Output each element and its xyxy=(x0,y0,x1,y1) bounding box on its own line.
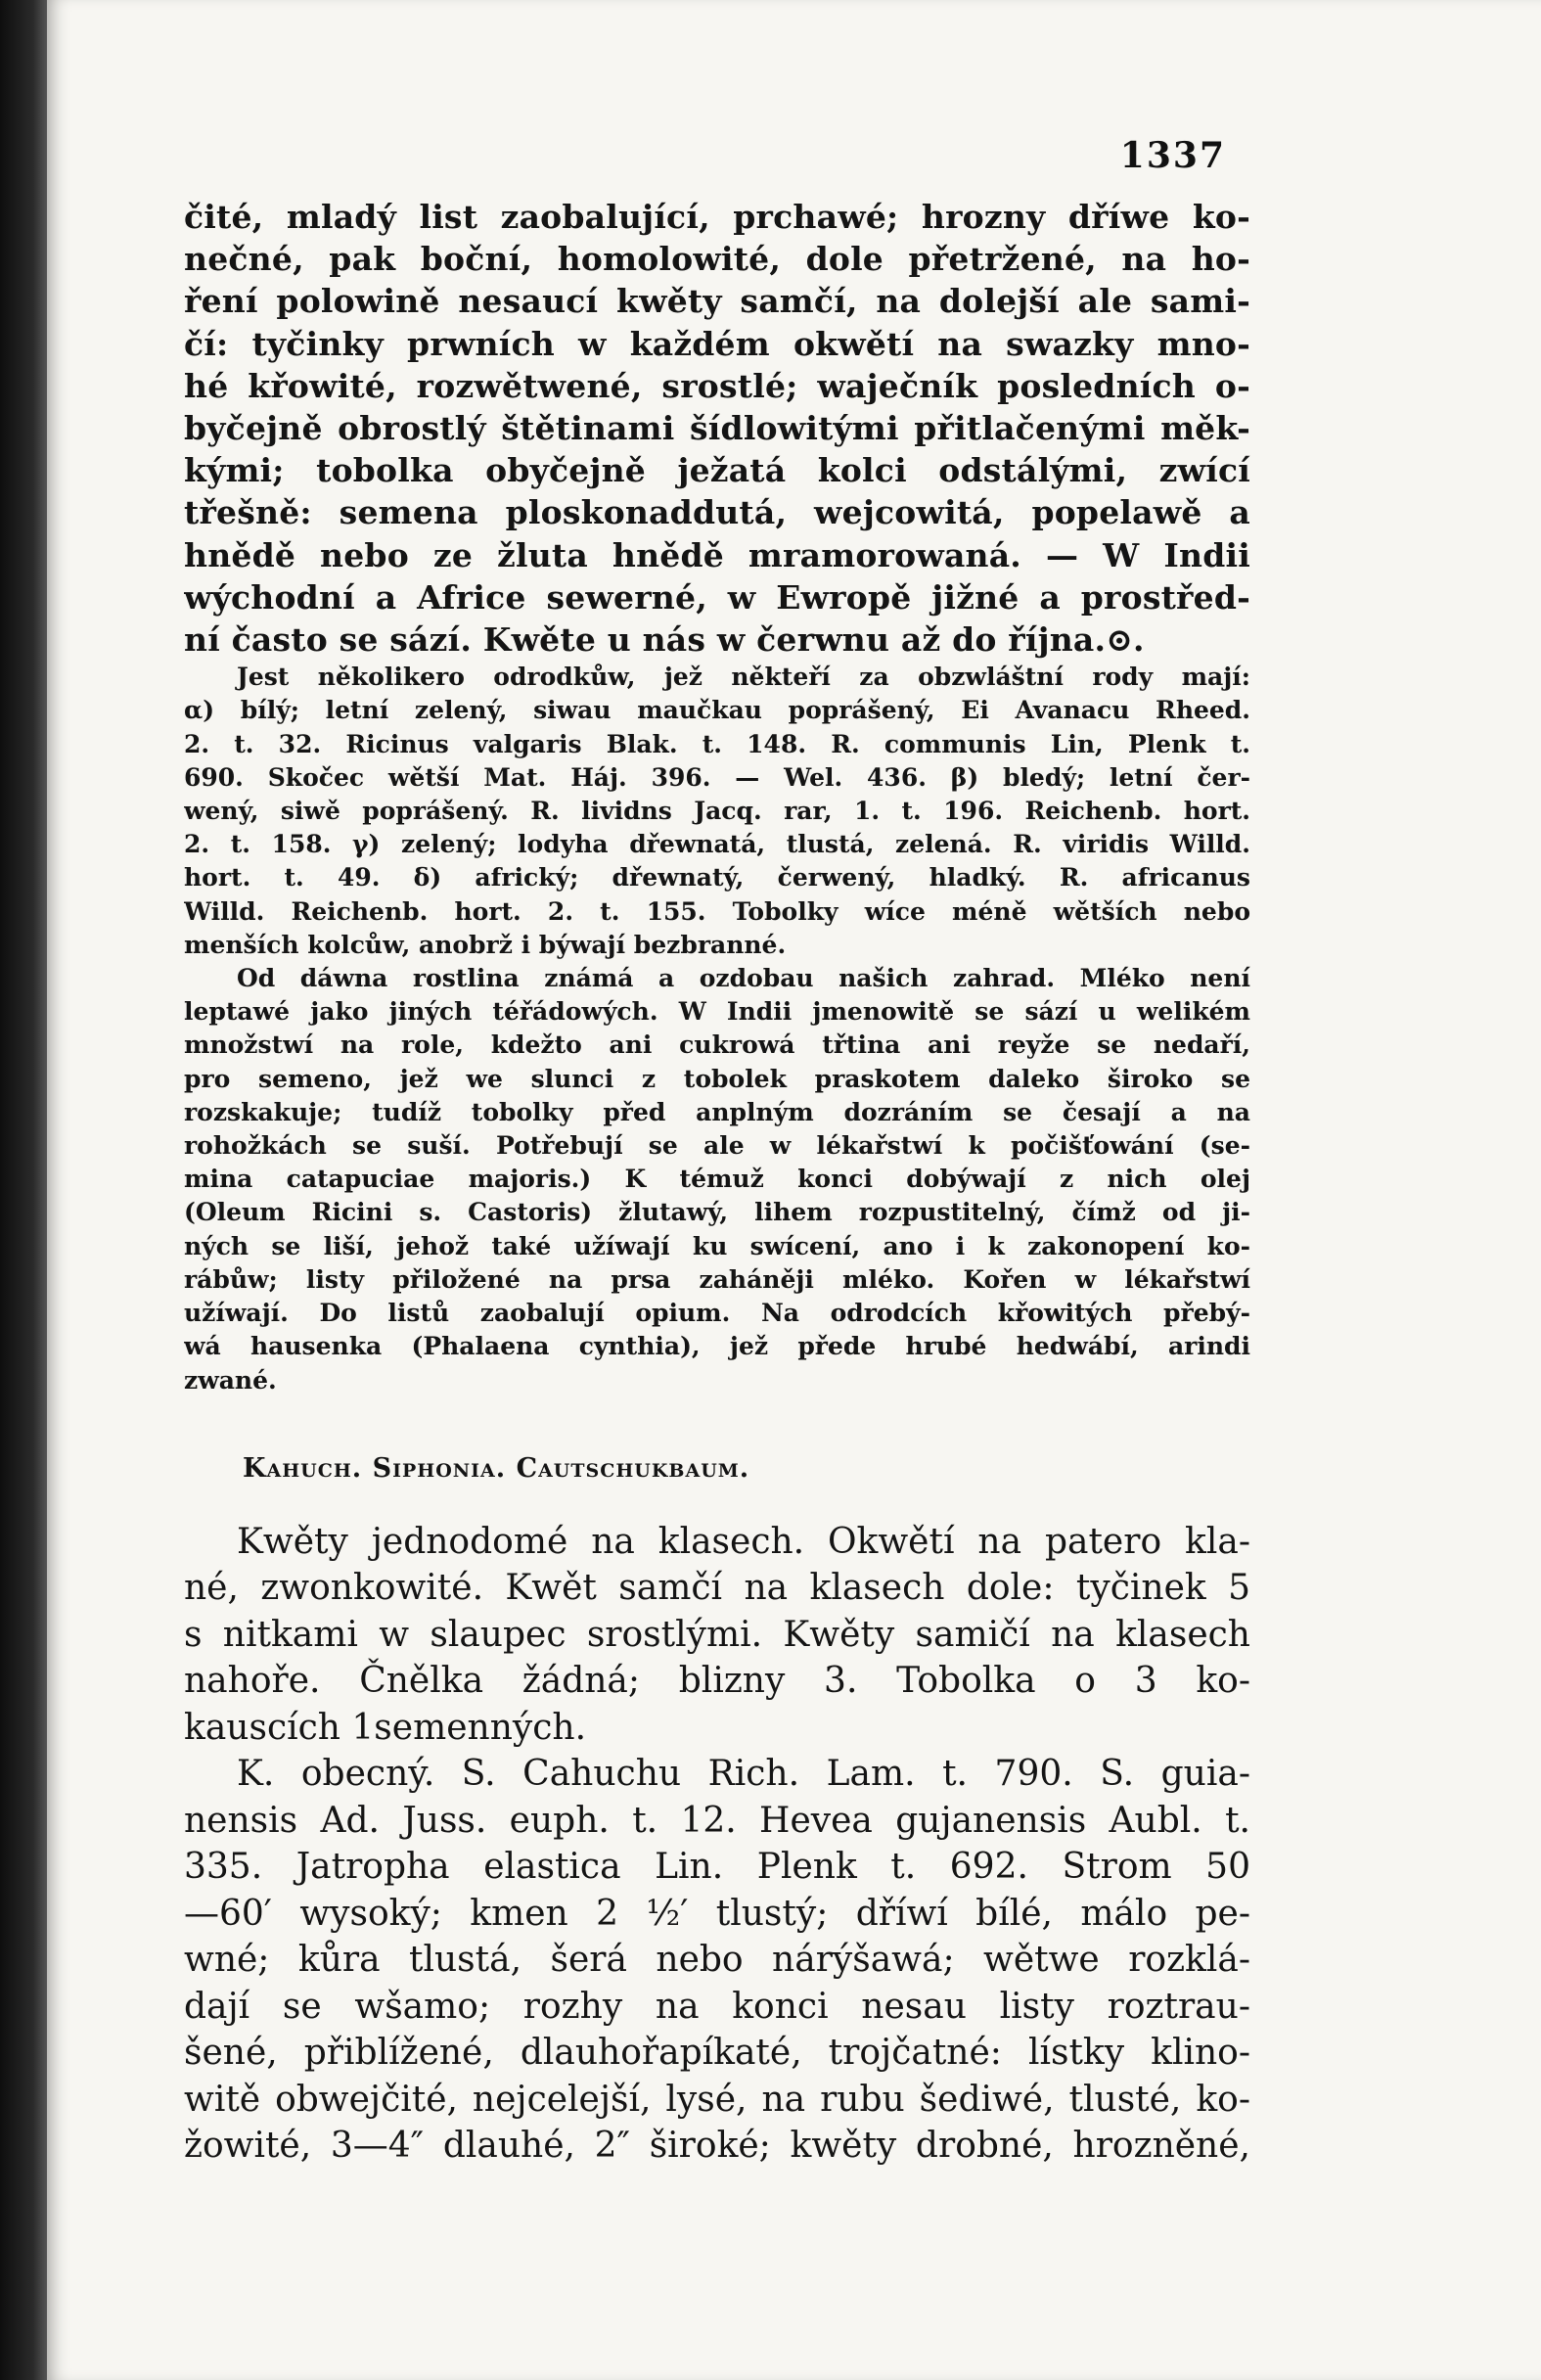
text-line: hnědě nebo ze žluta hnědě mramorowaná. — W Indii xyxy=(184,535,1250,574)
text-line: žowité, 3—4″ dlauhé, 2″ široké; kwěty drobné, hrozněné, xyxy=(184,2126,1250,2167)
text-line: ní často se sází. Kwěte u nás w čerwnu až do října.⊙. xyxy=(184,620,1145,660)
text-line: čité, mladý list zaobalující, prchawé; hrozny dříwe ko- xyxy=(184,198,1250,236)
text-line: Od dáwna rostlina známá a ozdobau našich zahrad. Mléko není xyxy=(237,964,1250,993)
text-line: Willd. Reichenb. hort. 2. t. 155. Tobolky wíce méně wětších nebo xyxy=(184,896,1250,926)
book-gutter xyxy=(0,0,47,2380)
paragraph-3 xyxy=(184,962,1250,1397)
text-line: 335. Jatropha elastica Lin. Plenk t. 692. Strom 50 xyxy=(184,1847,1250,1888)
text-line: pro semeno, jež we slunci z tobolek praskotem daleko široko se xyxy=(184,1064,1250,1093)
page-number: 1337 xyxy=(1119,135,1226,176)
text-line: 2. t. 32. Ricinus valgaris Blak. t. 148. R. communis Lin, Plenk t. xyxy=(184,729,1250,758)
text-line: nečné, pak boční, homolowité, dole přetržené, na ho- xyxy=(184,240,1250,279)
text-line: hort. t. 49. δ) africký; dřewnatý, čerwený, hladký. R. africanus xyxy=(184,863,1250,892)
text-line: ných se liší, jehož také užíwají ku swícení, ano i k zakonopení ko- xyxy=(184,1231,1250,1260)
text-line: užíwají. Do listů zaobalují opium. Na odrodcích křowitých přebý- xyxy=(184,1299,1250,1328)
text-line: 690. Skočec wětší Mat. Háj. 396. — Wel. 436. β) bledý; letní čer- xyxy=(184,762,1250,792)
paragraph-2 xyxy=(184,661,1250,962)
text-line: ření polowině nesaucí kwěty samčí, na dolejší ale sami- xyxy=(184,282,1250,321)
text-line: třešně: semena ploskonaddutá, wejcowitá, popelawě a xyxy=(184,493,1250,532)
text-line: kauscích 1semenných. xyxy=(184,1707,587,1748)
text-line: wá hausenka (Phalaena cynthia), jež přede hrubé hedwábí, arindi xyxy=(184,1332,1250,1361)
text-line: —60′ wysoký; kmen 2 ½′ tlustý; dříwí bílé, málo pe- xyxy=(184,1893,1250,1934)
text-line: 2. t. 158. γ) zelený; lodyha dřewnatá, tlustá, zelená. R. viridis Willd. xyxy=(184,830,1250,859)
text-line: Kwěty jednodomé na klasech. Okwětí na patero kla- xyxy=(237,1521,1250,1562)
text-line: čí: tyčinky prwních w každém okwětí na swazky mno- xyxy=(184,324,1250,363)
text-line: rozskakuje; tudíž tobolky před anplným dozráním se česají a na xyxy=(184,1097,1250,1126)
text-line: šené, přiblížené, dlauhořapíkaté, trojčatné: lístky klino- xyxy=(184,2033,1250,2074)
text-line: wený, siwě poprášený. R. lividns Jacq. rar, 1. t. 196. Reichenb. hort. xyxy=(184,797,1250,826)
book-page xyxy=(47,0,1541,2380)
text-line: množstwí na role, kdežto ani cukrowá třtina ani reyže se nedaří, xyxy=(184,1030,1250,1060)
text-line: Jest několikero odrodkůw, jež někteří za obzwláštní rody mají: xyxy=(237,663,1250,692)
text-line: wýchodní a Africe sewerné, w Ewropě jižné a prostřed- xyxy=(184,577,1250,617)
text-line: dají se wšamo; rozhy na konci nesau listy roztrau- xyxy=(184,1986,1250,2027)
text-line: nahoře. Čnělka žádná; blizny 3. Tobolka o 3 ko- xyxy=(184,1661,1250,1702)
text-line: rábůw; listy přiložené na prsa zaháněji mléko. Kořen w lékařstwí xyxy=(184,1264,1250,1294)
text-line: nensis Ad. Juss. euph. t. 12. Hevea gujanensis Aubl. t. xyxy=(184,1800,1250,1841)
text-line: α) bílý; letní zelený, siwau maučkau poprášený, Ei Avanacu Rheed. xyxy=(184,696,1250,725)
paragraph-4 xyxy=(184,1519,1250,1752)
text-line: né, zwonkowité. Kwět samčí na klasech dole: tyčinek 5 xyxy=(184,1568,1250,1609)
text-line: kými; tobolka obyčejně ježatá kolci odstálými, zwící xyxy=(184,451,1250,490)
text-line: witě obwejčité, nejcelejší, lysé, na rubu šediwé, tlusté, ko- xyxy=(184,2079,1250,2120)
page-text xyxy=(184,196,1250,2170)
section-heading: Kahuch. Siphonia. Cautschukbaum. xyxy=(243,1452,750,1484)
text-line: (Oleum Ricini s. Castoris) žlutawý, lihem rozpustitelný, čímž od ji- xyxy=(184,1198,1250,1227)
text-line: mina catapuciae majoris.) K témuž konci dobýwají z nich olej xyxy=(184,1165,1250,1194)
text-line: byčejně obrostlý štětinami šídlowitými přitlačenými měk- xyxy=(184,409,1250,448)
text-line: menších kolcůw, anobrž i býwají bezbranné. xyxy=(184,930,787,959)
text-line: wné; kůra tlustá, šerá nebo nárýšawá; wětwe rozklá- xyxy=(184,1940,1250,1981)
text-line: s nitkami w slaupec srostlými. Kwěty samičí na klasech xyxy=(184,1614,1250,1655)
text-line: K. obecný. S. Cahuchu Rich. Lam. t. 790. S. guia- xyxy=(237,1754,1250,1795)
paragraph-1 xyxy=(184,196,1250,661)
text-line: rohožkách se suší. Potřebují se ale w lékařstwí k počišťowání (se- xyxy=(184,1131,1250,1161)
text-line: hé křowité, rozwětwené, srostlé; waječník posledních o- xyxy=(184,366,1250,405)
paragraph-5 xyxy=(184,1751,1250,2170)
text-line: leptawé jako jiných téřádowých. W Indii jmenowitě se sází u welikém xyxy=(184,997,1250,1027)
text-line: zwané. xyxy=(184,1365,277,1395)
